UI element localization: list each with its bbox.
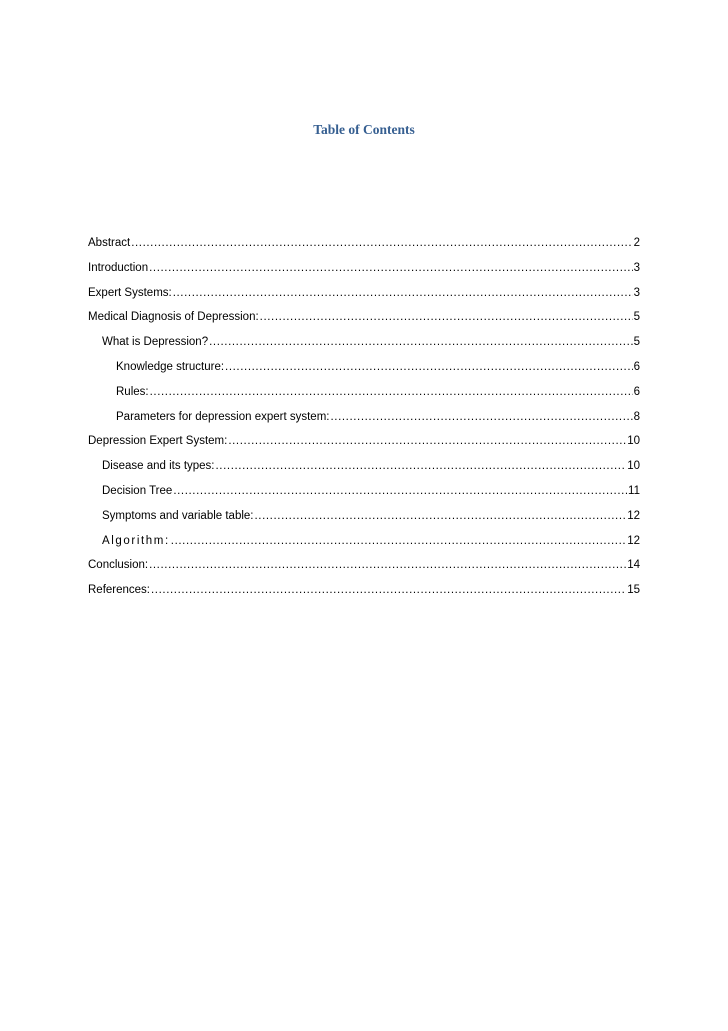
toc-leader-dots — [171, 532, 626, 550]
toc-leader-dots — [330, 408, 632, 426]
toc-entry-medical-diagnosis[interactable] — [88, 308, 640, 333]
toc-leader-dots — [151, 581, 626, 599]
toc-leader-dots — [255, 507, 627, 525]
toc-entry-decision-tree[interactable] — [88, 482, 640, 507]
toc-entry-label: Disease and its types: — [102, 460, 215, 473]
toc-entry-references[interactable] — [88, 581, 640, 606]
toc-leader-dots — [173, 284, 633, 302]
toc-page-number: 3 — [633, 286, 640, 299]
toc-entry-algorithm[interactable] — [88, 532, 640, 557]
toc-page-number: 10 — [627, 460, 640, 473]
toc-leader-dots — [260, 308, 633, 326]
toc-page-number: 10 — [627, 435, 640, 448]
toc-entry-conclusion[interactable] — [88, 556, 640, 581]
toc-leader-dots — [131, 234, 632, 252]
toc-page-number: 8 — [633, 410, 640, 423]
toc-page-number: 3 — [633, 261, 640, 274]
toc-leader-dots — [149, 259, 632, 277]
table-of-contents — [88, 234, 640, 606]
toc-page-number: 6 — [633, 360, 640, 373]
toc-page-number: 15 — [627, 584, 640, 597]
toc-entry-label: References: — [88, 584, 151, 597]
toc-entry-disease-types[interactable] — [88, 457, 640, 482]
toc-entry-label: Depression Expert System: — [88, 435, 228, 448]
toc-entry-rules[interactable] — [88, 383, 640, 408]
toc-entry-label: Abstract — [88, 237, 131, 249]
page-title: Table of Contents — [313, 122, 415, 137]
toc-page-number: 5 — [633, 336, 640, 349]
toc-entry-label: Parameters for depression expert system: — [116, 410, 330, 423]
toc-entry-label: Decision Tree — [102, 484, 173, 497]
toc-entry-knowledge-structure[interactable] — [88, 358, 640, 383]
toc-entry-depression-expert-system[interactable] — [88, 432, 640, 457]
toc-entry-label: Rules: — [116, 385, 149, 398]
toc-entry-label: Expert Systems: — [88, 286, 172, 299]
toc-entry-abstract[interactable] — [88, 234, 640, 259]
toc-entry-expert-systems[interactable] — [88, 284, 640, 309]
toc-page-number: 11 — [628, 484, 640, 497]
toc-leader-dots — [209, 333, 632, 351]
toc-leader-dots — [216, 457, 627, 475]
toc-entry-label: What is Depression? — [102, 336, 209, 349]
toc-entry-what-is-depression[interactable] — [88, 333, 640, 358]
toc-page-number: 6 — [633, 385, 640, 398]
toc-page-number: 5 — [633, 311, 640, 324]
toc-entry-label: Algorithm: — [102, 534, 170, 547]
toc-leader-dots — [150, 383, 633, 401]
toc-entry-label: Symptoms and variable table: — [102, 509, 254, 522]
toc-entry-introduction[interactable] — [88, 259, 640, 284]
toc-page-number: 14 — [627, 559, 640, 572]
toc-entry-label: Medical Diagnosis of Depression: — [88, 311, 259, 324]
toc-leader-dots — [228, 432, 626, 450]
toc-leader-dots — [173, 482, 627, 500]
toc-entry-label: Introduction — [88, 261, 149, 274]
toc-page-number: 12 — [627, 534, 640, 547]
toc-entry-parameters[interactable] — [88, 408, 640, 433]
toc-entry-label: Knowledge structure: — [116, 360, 225, 373]
toc-leader-dots — [225, 358, 633, 376]
toc-page-number: 2 — [633, 237, 640, 249]
toc-entry-symptoms-table[interactable] — [88, 507, 640, 532]
toc-leader-dots — [149, 556, 626, 574]
toc-page-number: 12 — [627, 509, 640, 522]
toc-entry-label: Conclusion: — [88, 559, 149, 572]
